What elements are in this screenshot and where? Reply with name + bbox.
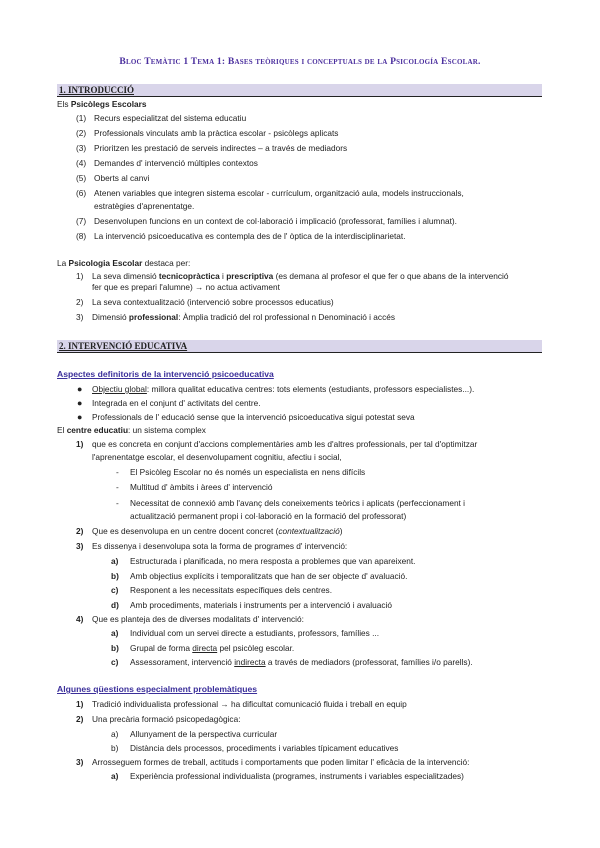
dash-marker: - xyxy=(116,498,119,508)
bullet-item: Integrada en el conjunt d' activitats del centre. xyxy=(92,398,261,408)
list-item: La seva dimensió tecnicopràctica i prescriptiva (es demana al profesor el que fer o que abans de la intervenció xyxy=(92,271,509,281)
psicologia-escolar-line: La Psicologia Escolar destaca per: xyxy=(57,258,191,268)
list-item: Desenvolupen funcions en un context de col·laboració i implicació (professorat, famílies i alumnat). xyxy=(94,216,457,226)
letter-marker: a) xyxy=(111,771,119,781)
dash-item-continuation: actualització permanent propi i col·laboració en la formació del professorat) xyxy=(130,511,407,521)
bullet-item: Objectiu global: millora qualitat educativa centres: tots elements (estudiants, professors especialistes...). xyxy=(92,384,475,394)
bullet-icon: ● xyxy=(77,398,83,408)
list-number: 3) xyxy=(76,541,84,551)
list-number: 3) xyxy=(76,757,84,767)
letter-marker: c) xyxy=(111,585,119,595)
list-number: 3) xyxy=(76,312,84,322)
list-item: Es dissenya i desenvolupa sota la forma de programes d' intervenció: xyxy=(92,541,348,551)
document-title: Bloc Temàtic 1 Tema 1: Bases teòriques i conceptuals de la Psicología Escolar. xyxy=(119,56,481,67)
list-number: 4) xyxy=(76,614,84,624)
list-item: La seva contextualització (intervenció sobre processos educatius) xyxy=(92,297,334,307)
list-number: (8) xyxy=(76,231,87,241)
list-item: Que es planteja des de diverses modalitats d' intervenció: xyxy=(92,614,304,624)
letter-marker: d) xyxy=(111,599,119,610)
list-item: Professionals vinculats amb la pràctica escolar - psicòlegs aplicats xyxy=(94,128,339,138)
list-number: (6) xyxy=(76,188,87,198)
letter-item: Individual com un servei directe a estudiants, professors, famílies ... xyxy=(130,628,380,638)
list-number: 2) xyxy=(76,714,84,724)
list-number: 2) xyxy=(76,297,84,307)
list-item-continuation: l'aprenentatge escolar, el desenvolupament cognitiu, afectiu i social, xyxy=(92,452,342,462)
list-item: Que es desenvolupa en un centre docent concret (contextualització) xyxy=(92,526,343,536)
dash-item: Necessitat de connexió amb l'avanç dels coneixements teòrics i aplicats (perfeccionament i xyxy=(130,498,466,508)
dash-item: Multitud d' àmbits i àrees d' intervenció xyxy=(130,482,273,492)
letter-marker: a) xyxy=(111,729,119,739)
list-number: 1) xyxy=(76,271,84,281)
letter-item: Amb objectius explícits i temporalitzats que han de ser objecte d' avaluació. xyxy=(130,570,408,581)
list-item: Arrosseguem formes de treball, actituds i comportaments que poden limitar l' eficàcia de la intervenció: xyxy=(92,757,470,767)
letter-marker: b) xyxy=(111,743,119,753)
bullet-item: Professionals de l' educació sense que la intervenció psicoeducativa sigui potestat seva xyxy=(92,412,415,422)
bullet-icon: ● xyxy=(77,412,83,422)
list-item: Recurs especialitzat del sistema educatiu xyxy=(94,113,247,123)
intro-line: Els Psicòlegs Escolars xyxy=(57,99,147,109)
section-heading-introduccio: 1. INTRODUCCIÓ xyxy=(57,84,542,97)
list-item: que es concreta en conjunt d'accions complementàries amb les d'altres professionals, per tal d'optimitzar xyxy=(92,439,478,449)
list-number: (7) xyxy=(76,216,87,226)
letter-item: Allunyament de la perspectiva curricular xyxy=(130,729,278,739)
subheading-aspectes: Aspectes definitoris de la intervenció psicoeducativa xyxy=(57,369,274,379)
letter-marker: a) xyxy=(111,628,119,638)
centre-line: El centre educatiu: un sistema complex xyxy=(57,425,206,435)
letter-marker: b) xyxy=(111,570,119,581)
letter-item: Experiència professional individualista (programes, instruments i variables especialitzades) xyxy=(130,771,464,781)
dash-item: El Psicòleg Escolar no és només un especialista en nens difícils xyxy=(130,467,366,477)
letter-item: Distància dels processos, procediments i variables típicament educatives xyxy=(130,743,399,753)
list-item: Atenen variables que integren sistema escolar - currículum, organització aula, models instruccionals, xyxy=(94,188,464,198)
list-item: Prioritzen les prestació de serveis indirectes – a través de mediadors xyxy=(94,143,348,153)
section-heading-intervencio: 2. INTERVENCIÓ EDUCATIVA xyxy=(57,340,542,353)
list-number: 2) xyxy=(76,526,84,536)
dash-marker: - xyxy=(116,482,119,492)
list-item-continuation: estratègies d'aprenentatge. xyxy=(94,201,195,211)
subheading-questions: Algunes qüestions especialment problemàtiques xyxy=(57,684,258,694)
list-number: 1) xyxy=(76,699,84,709)
list-number: (4) xyxy=(76,158,87,168)
list-item: Dimensió professional: Àmplia tradició del rol professional n Denominació i accés xyxy=(92,312,395,322)
letter-marker: a) xyxy=(111,556,119,566)
letter-item: Grupal de forma directa pel psicòleg escolar. xyxy=(130,643,295,653)
list-number: 1) xyxy=(76,439,84,449)
list-number: (1) xyxy=(76,113,87,123)
letter-marker: c) xyxy=(111,657,119,667)
list-number: (2) xyxy=(76,128,87,138)
list-item: Una precària formació psicopedagògica: xyxy=(92,714,241,724)
list-item: Tradició individualista professional → ha dificultat comunicació fluida i treball en equip xyxy=(92,699,407,709)
bullet-icon: ● xyxy=(77,384,83,394)
list-item-continuation: fer que es prepari l'alumne) → no actua activament xyxy=(92,282,280,292)
letter-item: Estructurada i planificada, no mera resposta a problemes que van apareixent. xyxy=(130,556,416,566)
letter-item: Amb procediments, materials i instruments per a intervenció i avaluació xyxy=(130,599,392,610)
list-item: La intervenció psicoeducativa es contempla des de l' òptica de la interdisciplinarietat. xyxy=(94,231,406,241)
list-number: (5) xyxy=(76,173,87,183)
letter-item: Responent a les necessitats específiques dels centres. xyxy=(130,585,333,595)
list-item: Oberts al canvi xyxy=(94,173,150,183)
letter-item: Assessorament, intervenció indirecta a través de mediadors (professorat, famílies i/o parells). xyxy=(130,657,473,667)
letter-marker: b) xyxy=(111,643,119,653)
list-item: Demandes d' intervenció múltiples contextos xyxy=(94,158,258,168)
list-number: (3) xyxy=(76,143,87,153)
dash-marker: - xyxy=(116,467,119,477)
